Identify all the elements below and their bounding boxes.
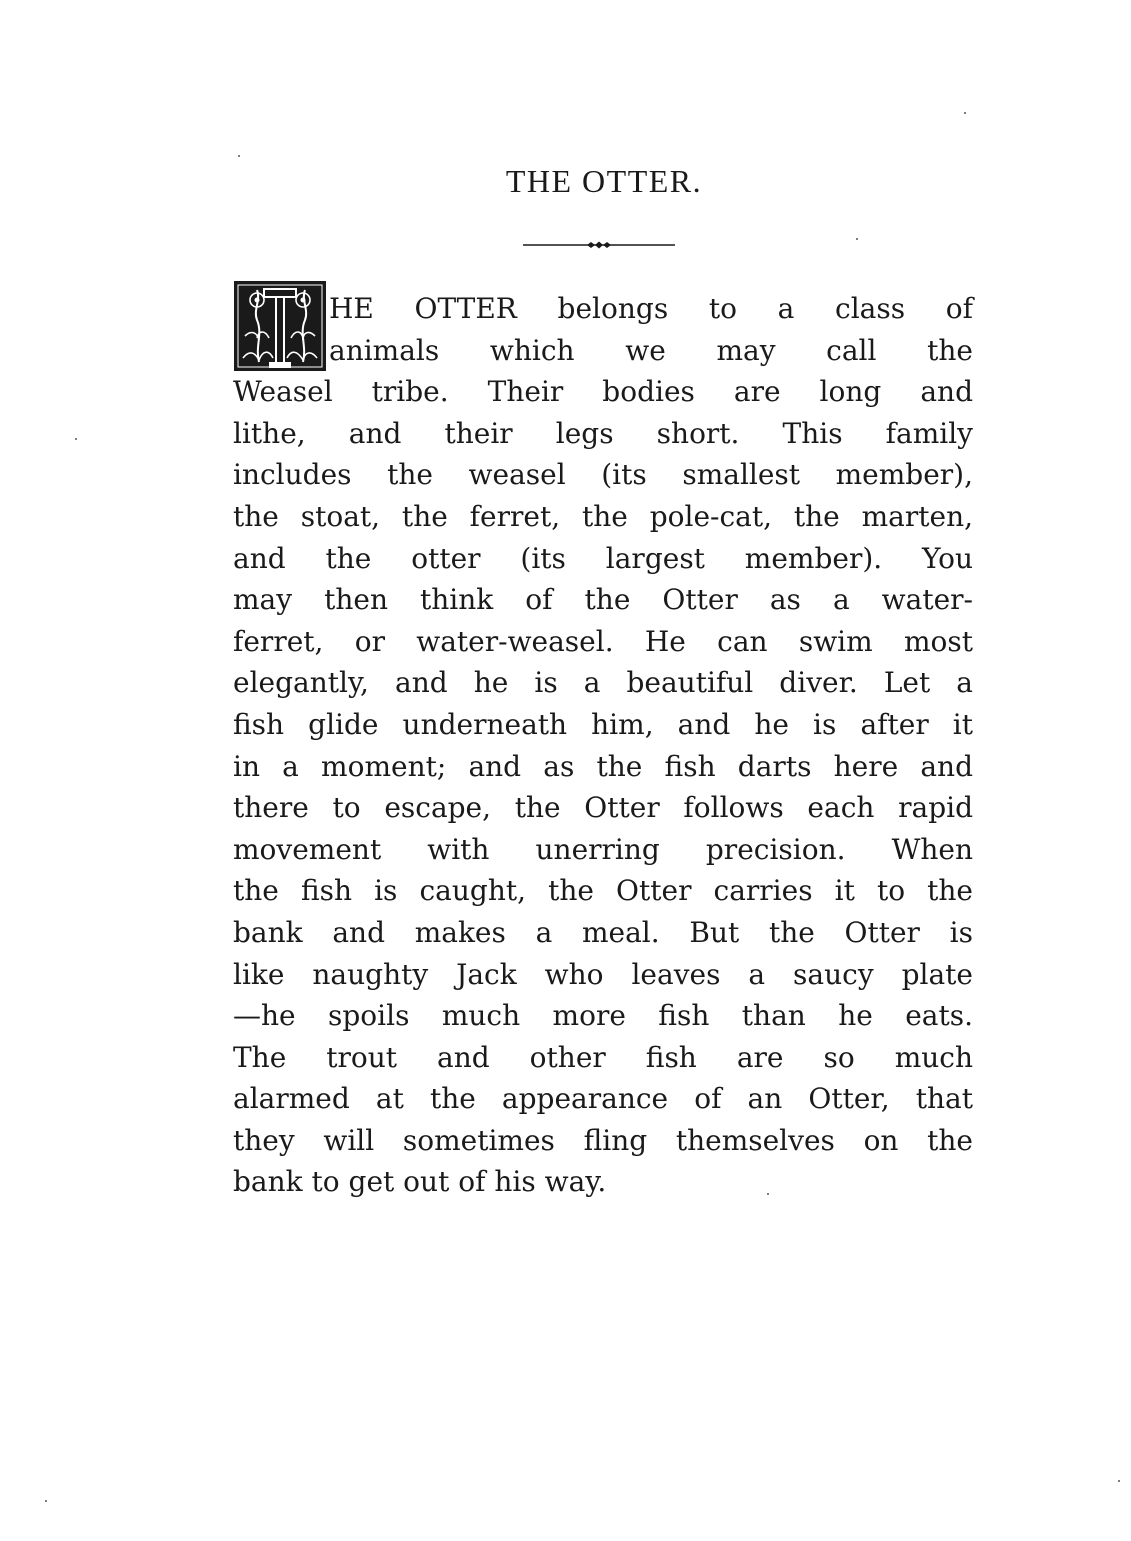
text-line: like naughty Jack who leaves a saucy plate [233,957,973,991]
text-line: HE OTTER belongs to a class of [329,292,973,325]
text-line: in a moment; and as the fish darts here and [233,749,973,783]
text-line: —he spoils much more fish than he eats. [233,999,973,1033]
text-line: animals which we may call the [329,333,973,367]
text-line: bank and makes a meal. But the Otter is [233,915,973,949]
paper-speck [238,155,240,157]
text-line: includes the weasel (its smallest member), [233,458,973,492]
text-line: Weasel tribe. Their bodies are long and [233,375,973,409]
ornament-divider [523,240,675,250]
paper-speck [964,112,966,114]
text-line: alarmed at the appearance of an Otter, that [233,1082,973,1116]
text-line: there to escape, the Otter follows each rapid [233,791,973,825]
text-line: ferret, or water-weasel. He can swim most [233,624,973,658]
text-line: and the otter (its largest member). You [233,541,973,575]
paper-speck [45,1500,47,1502]
text-line: elegantly, and he is a beautiful diver. Let a [233,666,973,700]
paper-speck [75,438,77,440]
paper-speck [1118,1480,1120,1482]
text-line: bank to get out of his way. [233,1165,607,1199]
text-line: they will sometimes fling themselves on the [233,1123,973,1157]
page-title: THE OTTER. [505,163,703,199]
text-line: The trout and other fish are so much [233,1040,973,1074]
text-line: the stoat, the ferret, the pole-cat, the marten, [233,499,973,533]
text-line: may then think of the Otter as a water- [233,583,973,617]
article-body [233,288,973,1203]
text-line: movement with unerring precision. When [233,832,973,866]
text-line: the fish is caught, the Otter carries it to the [233,874,973,908]
drop-cap-letter-t-icon [233,280,327,372]
text-line: fish glide underneath him, and he is after it [233,707,973,741]
paper-speck [856,238,858,240]
text-line: lithe, and their legs short. This family [233,416,973,450]
